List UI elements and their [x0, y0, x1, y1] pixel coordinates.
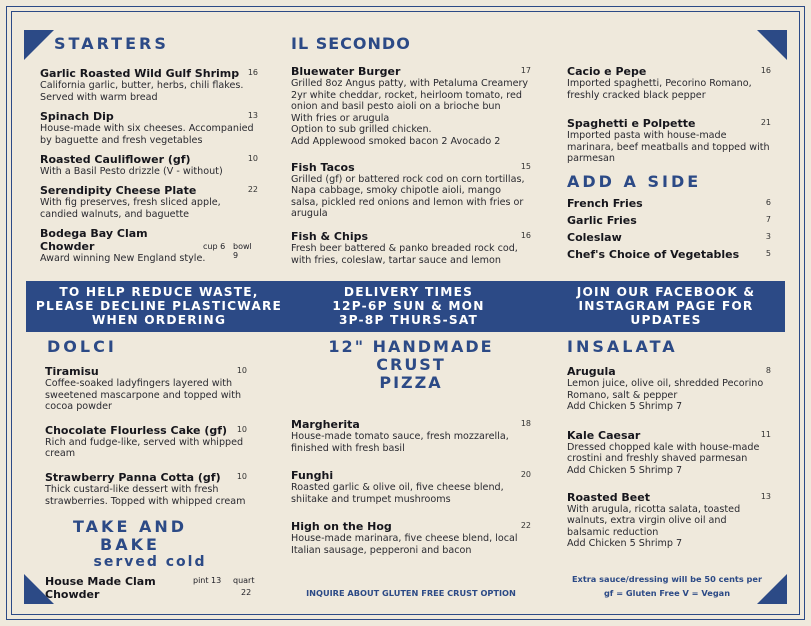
item-name: Funghi — [291, 469, 334, 483]
item-price: 10 — [236, 424, 247, 434]
item-name: House Made Clam Chowder — [45, 575, 156, 601]
item-description: House-made with six cheeses. Accompanied by baguette and fresh vegetables — [40, 123, 254, 146]
diet-legend: gf = Gluten Free V = Vegan — [603, 588, 731, 598]
dolci-title: DOLCI — [47, 337, 117, 356]
take-and-bake-subtitle: served cold — [93, 554, 207, 570]
banner-line: JOIN OUR FACEBOOK & — [576, 285, 756, 299]
item-price: 11 — [760, 429, 771, 439]
item-price: 22 — [520, 521, 531, 531]
banner-line: INSTAGRAM PAGE FOR — [578, 299, 754, 313]
item-description: Coffee-soaked ladyfingers layered with sweetened mascarpone and topped with cocoa powder — [45, 378, 242, 413]
menu-item — [567, 365, 771, 413]
item-name: Margherita — [291, 418, 360, 431]
menu-item — [291, 418, 531, 454]
menu-item — [291, 65, 531, 148]
item-price: 10 — [236, 471, 247, 481]
item-name: Arugula — [567, 365, 616, 378]
item-price: 13 — [247, 111, 258, 121]
info-banner — [26, 281, 785, 332]
item-name: Bodega Bay Clam Chowder — [40, 227, 148, 254]
side-item — [567, 231, 771, 244]
item-description: Imported pasta with house-made marinara, beef meatballs and topped with parmesan — [567, 130, 770, 165]
item-description: Award winning New England style. — [40, 253, 206, 265]
item-name: French Fries — [567, 197, 643, 210]
dolci-section — [45, 338, 247, 515]
item-addon: Add Chicken 5 Shrimp 7 — [567, 538, 683, 550]
menu-item — [45, 365, 247, 413]
item-name: Fish Tacos — [291, 160, 355, 174]
item-description: Grilled 8oz Angus patty, with Petaluma Creamery 2yr white cheddar, rocket, heirloom tomato, red onion and basil pesto aioli on a brioche bun — [291, 78, 529, 113]
item-description: With fig preserves, fresh sliced apple, candied walnuts, and baguette — [40, 196, 221, 220]
insalata-section — [567, 338, 771, 558]
item-option: With fries or arugula — [291, 112, 390, 124]
item-price: 17 — [520, 66, 531, 75]
sauce-note-line: Extra sauce/dressing will be 50 cents per — [571, 574, 763, 584]
item-description: Rich and fudge-like, served with whipped cream — [45, 436, 244, 460]
banner-line: DELIVERY TIMES — [343, 285, 474, 299]
menu-item — [567, 429, 771, 477]
banner-line: 12P-6P SUN & MON — [332, 299, 485, 313]
item-name: High on the Hog — [291, 520, 392, 534]
delivery-times — [301, 285, 516, 327]
item-price: 20 — [520, 470, 531, 480]
item-price: 16 — [247, 68, 258, 77]
item-description: Grilled (gf) or battered rock cod on corn tortillas, Napa cabbage, smoky chipotle aioli, mango salsa, pickled red onions and lemon with fries or arugula — [291, 173, 525, 220]
item-price: 22 — [247, 184, 258, 194]
item-description: Imported spaghetti, Pecorino Romano, freshly cracked black pepper — [567, 78, 752, 101]
item-name: Tiramisu — [45, 365, 99, 378]
menu-item — [567, 117, 771, 165]
item-price: 7 — [765, 215, 771, 224]
menu-item — [40, 227, 258, 265]
item-description: Roasted garlic & olive oil, five cheese blend, shiitake and trumpet mushrooms — [291, 482, 504, 505]
pizza-title: 12" HANDMADE CRUST — [328, 337, 494, 374]
item-price: 10 — [236, 366, 247, 375]
menu-item — [291, 520, 531, 556]
item-name: Fish & Chips — [291, 229, 369, 243]
menu-item — [291, 161, 531, 220]
item-description: Fresh beer battered & panko breaded rock cod, with fries, coleslaw, tartar sauce and lemon — [291, 242, 518, 266]
starters-title: STARTERS — [54, 34, 169, 53]
item-price: 16 — [520, 230, 531, 240]
item-description: Lemon juice, olive oil, shredded Pecorino Romano, salt & pepper — [567, 378, 764, 401]
item-price-cup: cup 6 — [203, 242, 226, 252]
banner-line: PLEASE DECLINE PLASTICWARE — [35, 299, 283, 313]
item-price: 10 — [247, 154, 258, 164]
item-addon: Add Chicken 5 Shrimp 7 — [567, 464, 683, 476]
pasta-section — [567, 65, 771, 173]
item-quart-label: quart — [233, 576, 255, 585]
menu-item — [567, 491, 771, 550]
item-name: Chef's Choice of Vegetables — [567, 248, 740, 261]
item-price: 18 — [520, 419, 531, 428]
starters-section — [40, 35, 258, 273]
pizza-title-line2: PIZZA — [379, 373, 443, 392]
item-description: House-made tomato sauce, fresh mozzarella, finished with fresh basil — [291, 431, 509, 454]
waste-notice — [30, 285, 288, 327]
item-name: Strawberry Panna Cotta (gf) — [45, 470, 221, 484]
social-media-notice — [551, 285, 781, 327]
item-name: Spinach Dip — [40, 110, 114, 124]
item-name: Garlic Roasted Wild Gulf Shrimp — [40, 67, 240, 80]
banner-line: 3P-8P THURS-SAT — [338, 313, 479, 327]
menu-item — [567, 65, 771, 101]
side-item — [567, 248, 771, 261]
item-name: Chocolate Flourless Cake (gf) — [45, 423, 228, 437]
take-and-bake-section — [45, 518, 255, 609]
menu-item — [40, 67, 258, 103]
menu-item — [45, 424, 247, 460]
item-price: 5 — [765, 249, 771, 258]
item-option: Option to sub grilled chicken. — [291, 124, 432, 136]
item-price: 21 — [760, 118, 771, 128]
banner-line: UPDATES — [630, 313, 702, 327]
item-name: Roasted Beet — [567, 490, 650, 504]
menu-item — [291, 230, 531, 266]
item-description: Thick custard-like dessert with fresh strawberries. Topped with whipped cream — [45, 483, 246, 507]
item-name: Kale Caesar — [567, 428, 641, 442]
item-addon: Add Chicken 5 Shrimp 7 — [567, 401, 683, 413]
item-description: House-made marinara, five cheese blend, local Italian sausage, pepperoni and bacon — [291, 533, 518, 556]
pizza-section — [291, 338, 531, 565]
banner-line: TO HELP REDUCE WASTE, — [59, 285, 259, 299]
secondo-section — [291, 35, 531, 274]
item-price: 6 — [765, 198, 771, 207]
sauce-note — [560, 572, 774, 600]
item-option: Add Applewood smoked bacon 2 Avocado 2 — [291, 135, 501, 147]
item-price: 8 — [765, 366, 771, 375]
menu-item — [40, 184, 258, 220]
item-name: Bluewater Burger — [291, 65, 401, 78]
take-and-bake-title: TAKE AND BAKE — [72, 517, 187, 554]
item-name: Coleslaw — [567, 231, 622, 244]
sides-title: ADD A SIDE — [567, 172, 702, 191]
item-name: Serendipity Cheese Plate — [40, 183, 197, 197]
item-price-quart: 22 — [241, 588, 252, 597]
secondo-title: IL SECONDO — [291, 34, 411, 53]
item-price: 3 — [765, 232, 771, 241]
item-description: Dressed chopped kale with house-made crostini and freshly shaved parmesan — [567, 441, 760, 465]
insalata-title: INSALATA — [567, 337, 678, 356]
menu-item — [45, 575, 255, 601]
sides-section — [567, 173, 771, 269]
item-description: With a Basil Pesto drizzle (V - without) — [40, 166, 223, 178]
corner-ornament-top-right — [757, 30, 787, 60]
side-item — [567, 197, 771, 210]
item-price: 13 — [760, 491, 771, 501]
gluten-free-crust-note: INQUIRE ABOUT GLUTEN FREE CRUST OPTION — [306, 588, 516, 598]
item-name: Cacio e Pepe — [567, 65, 647, 78]
item-price: 16 — [760, 66, 771, 75]
item-price-pint: pint 13 — [193, 576, 222, 585]
item-name: Spaghetti e Polpette — [567, 117, 696, 131]
menu-item — [40, 110, 258, 146]
item-name: Roasted Cauliflower (gf) — [40, 153, 191, 167]
menu-item — [40, 153, 258, 178]
menu-item — [291, 469, 531, 505]
item-price-bowl: bowl 9 — [233, 242, 252, 261]
side-item — [567, 214, 771, 227]
item-price: 15 — [520, 161, 531, 171]
menu-item — [45, 471, 247, 507]
item-description: California garlic, butter, herbs, chili flakes. Served with warm bread — [40, 80, 244, 103]
banner-line: WHEN ORDERING — [91, 313, 227, 327]
item-description: With arugula, ricotta salata, toasted walnuts, extra virgin olive oil and balsamic reduction — [567, 503, 741, 538]
item-name: Garlic Fries — [567, 214, 637, 227]
